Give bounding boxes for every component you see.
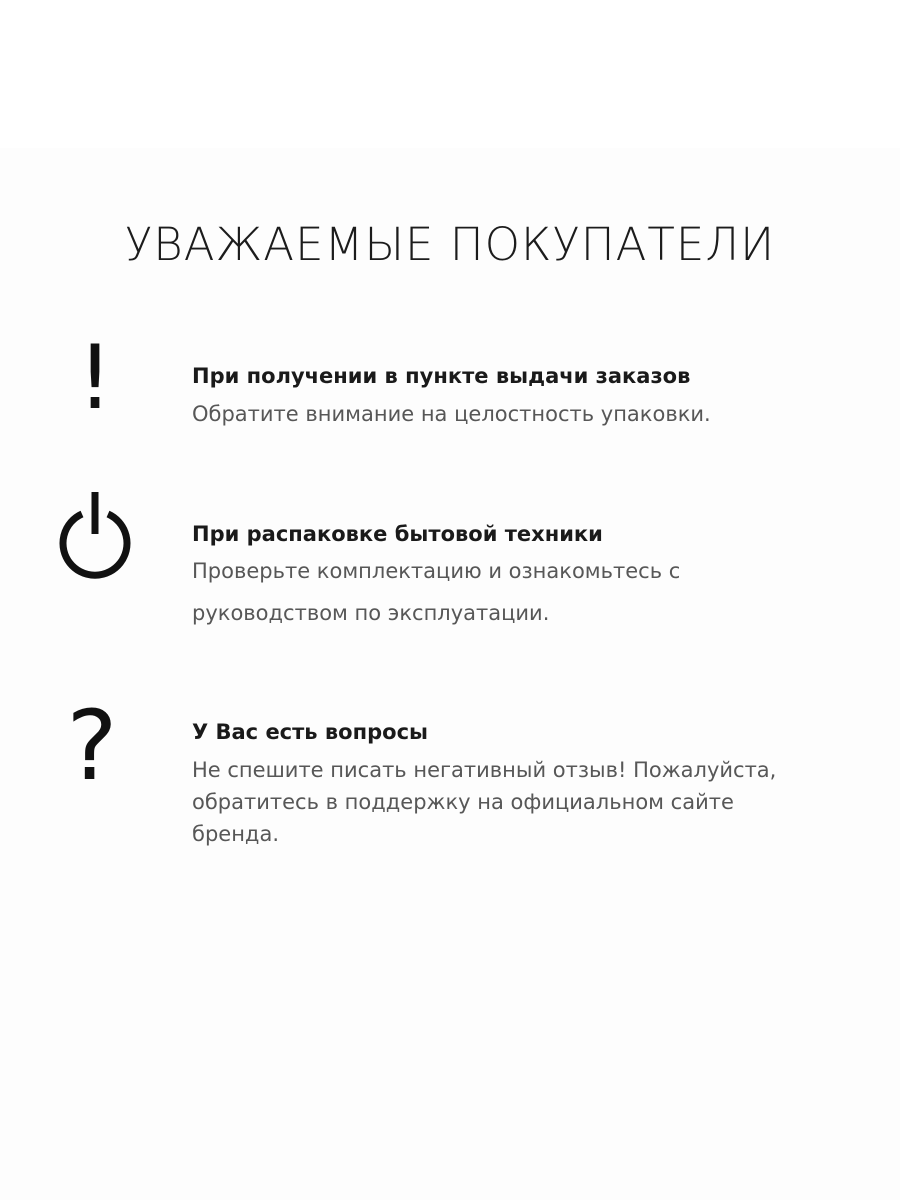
section-text [192, 520, 832, 632]
power-icon [57, 490, 133, 580]
section-body [192, 754, 832, 850]
section-body-line: Не спешите писать негативный отзыв! Пожалуйста, [192, 758, 777, 782]
section-body-line: Проверьте комплектацию и ознакомьтесь с [192, 559, 681, 583]
section-body-line: Обратите внимание на целостность упаковки. [192, 402, 711, 426]
question-icon: ? [66, 690, 118, 802]
section-heading: При получении в пункте выдачи заказов [192, 364, 691, 388]
top-band [0, 0, 900, 148]
section-body-line: обратитесь в поддержку на официальном сайте [192, 790, 734, 814]
section-heading: При распаковке бытовой техники [192, 522, 603, 546]
page-title: УВАЖАЕМЫЕ ПОКУПАТЕЛИ [124, 218, 776, 271]
section-text [192, 718, 832, 850]
section-heading: У Вас есть вопросы [192, 720, 429, 744]
section-body-line: бренда. [192, 822, 279, 846]
section-text [192, 362, 832, 428]
section-body-line: руководством по эксплуатации. [192, 601, 550, 625]
exclamation-icon: ! [77, 326, 113, 429]
